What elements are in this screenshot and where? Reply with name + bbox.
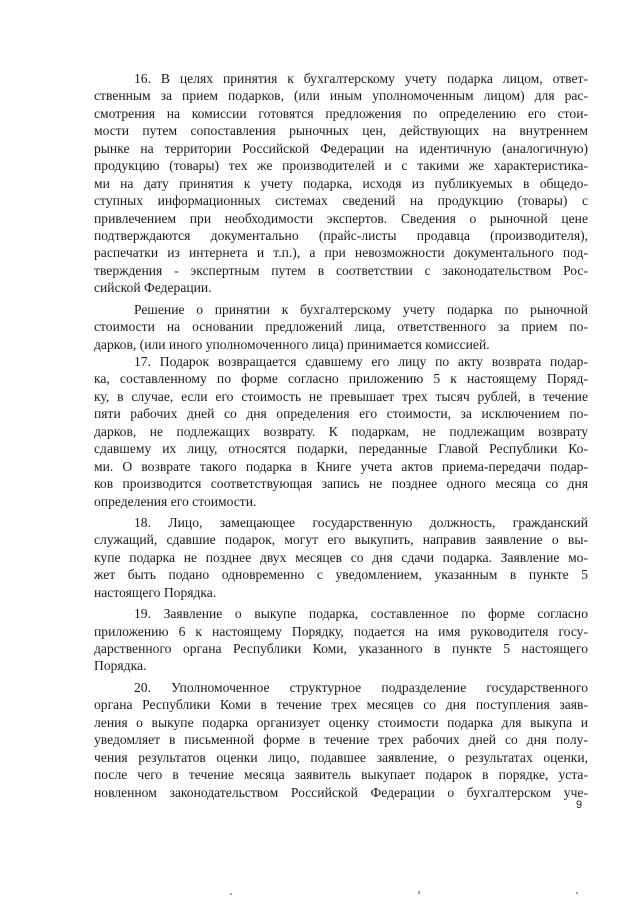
text-line: 17. Подарок возвращается сдавшему его лицу по акту возврата подар- bbox=[134, 354, 588, 369]
text-line: тверждения - экспертным путем в соответствии с законодательством Рос- bbox=[94, 262, 588, 278]
text-line: 16. В целях принятия к бухгалтерскому учету подарка лицом, ответ- bbox=[134, 71, 588, 86]
text-line: ков производится соответствующая запись не позднее одного месяца со дня bbox=[94, 476, 588, 492]
text-line: ления о выкупе подарка организует оценку стоимости подарка для выкупа и bbox=[94, 714, 588, 730]
scan-artifact bbox=[418, 891, 420, 894]
text-line: органа Республики Коми в течение трех месяцев со дня поступления заяв- bbox=[94, 697, 588, 713]
text-line: пяти рабочих дней со дня определения его стоимости, за исключением по- bbox=[94, 406, 588, 422]
page-number: 9 bbox=[576, 799, 583, 811]
text-line: 19. Заявление о выкупе подарка, составленное по форме согласно bbox=[134, 606, 588, 622]
text-line: распечатки из интернета и т.п.), а при невозможности документального под- bbox=[94, 245, 588, 261]
text-line: сийской Федерации. bbox=[94, 280, 212, 296]
text-line: приложению 6 к настоящему Порядку, подается на имя руководителя госу- bbox=[94, 623, 588, 639]
paragraph-16 bbox=[94, 70, 588, 297]
paragraph-17 bbox=[94, 353, 588, 510]
text-line: определения его стоимости. bbox=[94, 493, 257, 509]
text-line: стоимости на основании предложений лица, ответственного за прием по- bbox=[94, 319, 588, 335]
paragraph-18 bbox=[94, 514, 588, 601]
document-body bbox=[94, 70, 588, 801]
paragraph-19 bbox=[94, 605, 588, 675]
text-line: 18. Лицо, замещающее государственную должность, гражданский bbox=[134, 514, 588, 530]
paragraph-16-decision bbox=[94, 301, 588, 353]
text-line: ми. О возврате такого подарка в Книге учета актов приема-передачи подар- bbox=[94, 458, 588, 474]
text-line: ка, составленному по форме согласно приложению 5 к настоящему Поряд- bbox=[94, 371, 588, 387]
scan-artifact bbox=[230, 893, 232, 895]
text-line: чения результатов оценки лицо, подавшее заявление, о результатах оценки, bbox=[94, 749, 588, 765]
text-line: после чего в течение месяца заявитель выкупает подарок в порядке, уста- bbox=[94, 767, 588, 783]
text-line: подтверждаются документально (прайс-листы продавца (производителя), bbox=[94, 227, 588, 243]
text-line: рынке на территории Российской Федерации на идентичную (аналогичную) bbox=[94, 140, 588, 156]
text-line: служащий, сдавшие подарок, могут его выкупить, направив заявление о вы- bbox=[94, 532, 588, 548]
text-line: ственным за прием подарков, (или иным уполномоченным лицом) для рас- bbox=[94, 88, 588, 104]
paragraph-20 bbox=[94, 679, 588, 801]
text-line: мости путем сопоставления рыночных цен, действующих на внутреннем bbox=[94, 123, 588, 139]
text-line: ку, в случае, если его стоимость не превышает трех тысяч рублей, в течение bbox=[94, 388, 588, 404]
text-line: смотрения на комиссии готовятся предложения по определению его стои- bbox=[94, 105, 588, 121]
text-line: новленном законодательством Российской Федерации о бухгалтерском уче- bbox=[94, 784, 588, 800]
text-line: жет быть подано одновременно с уведомлением, указанным в пункте 5 bbox=[94, 567, 588, 583]
scan-artifact bbox=[576, 892, 578, 894]
text-line: продукцию (товары) тех же производителей и с такими же характеристика- bbox=[94, 158, 588, 174]
text-line: ми на дату принятия к учету подарка, исходя из публикуемых в общедо- bbox=[94, 175, 588, 191]
text-line: 20. Уполномоченное структурное подразделение государственного bbox=[134, 679, 588, 695]
text-line: ступных информационных системах сведений на продукцию (товары) с bbox=[94, 193, 588, 209]
text-line: Решение о принятии к бухгалтерскому учету подарка по рыночной bbox=[134, 301, 588, 317]
text-line: сдавшему их лицу, относятся подарки, переданные Главой Республики Ко- bbox=[94, 441, 588, 457]
text-line: дарственного органа Республики Коми, указанного в пункте 5 настоящего bbox=[94, 641, 588, 656]
text-line: дарков, не подлежащих возврату. К подаркам, не подлежащим возврату bbox=[94, 423, 588, 439]
text-line: настоящего Порядка. bbox=[94, 584, 217, 600]
text-line: дарков, (или иного уполномоченного лица) принимается комиссией. bbox=[94, 336, 490, 352]
text-line: Порядка. bbox=[94, 658, 147, 674]
text-line: уведомляет в письменной форме в течение трех рабочих дней со дня полу- bbox=[94, 732, 588, 748]
text-line: привлечением при необходимости экспертов. Сведения о рыночной цене bbox=[94, 210, 588, 226]
text-line: купе подарка не позднее двух месяцев со дня сдачи подарка. Заявление мо- bbox=[94, 549, 588, 565]
